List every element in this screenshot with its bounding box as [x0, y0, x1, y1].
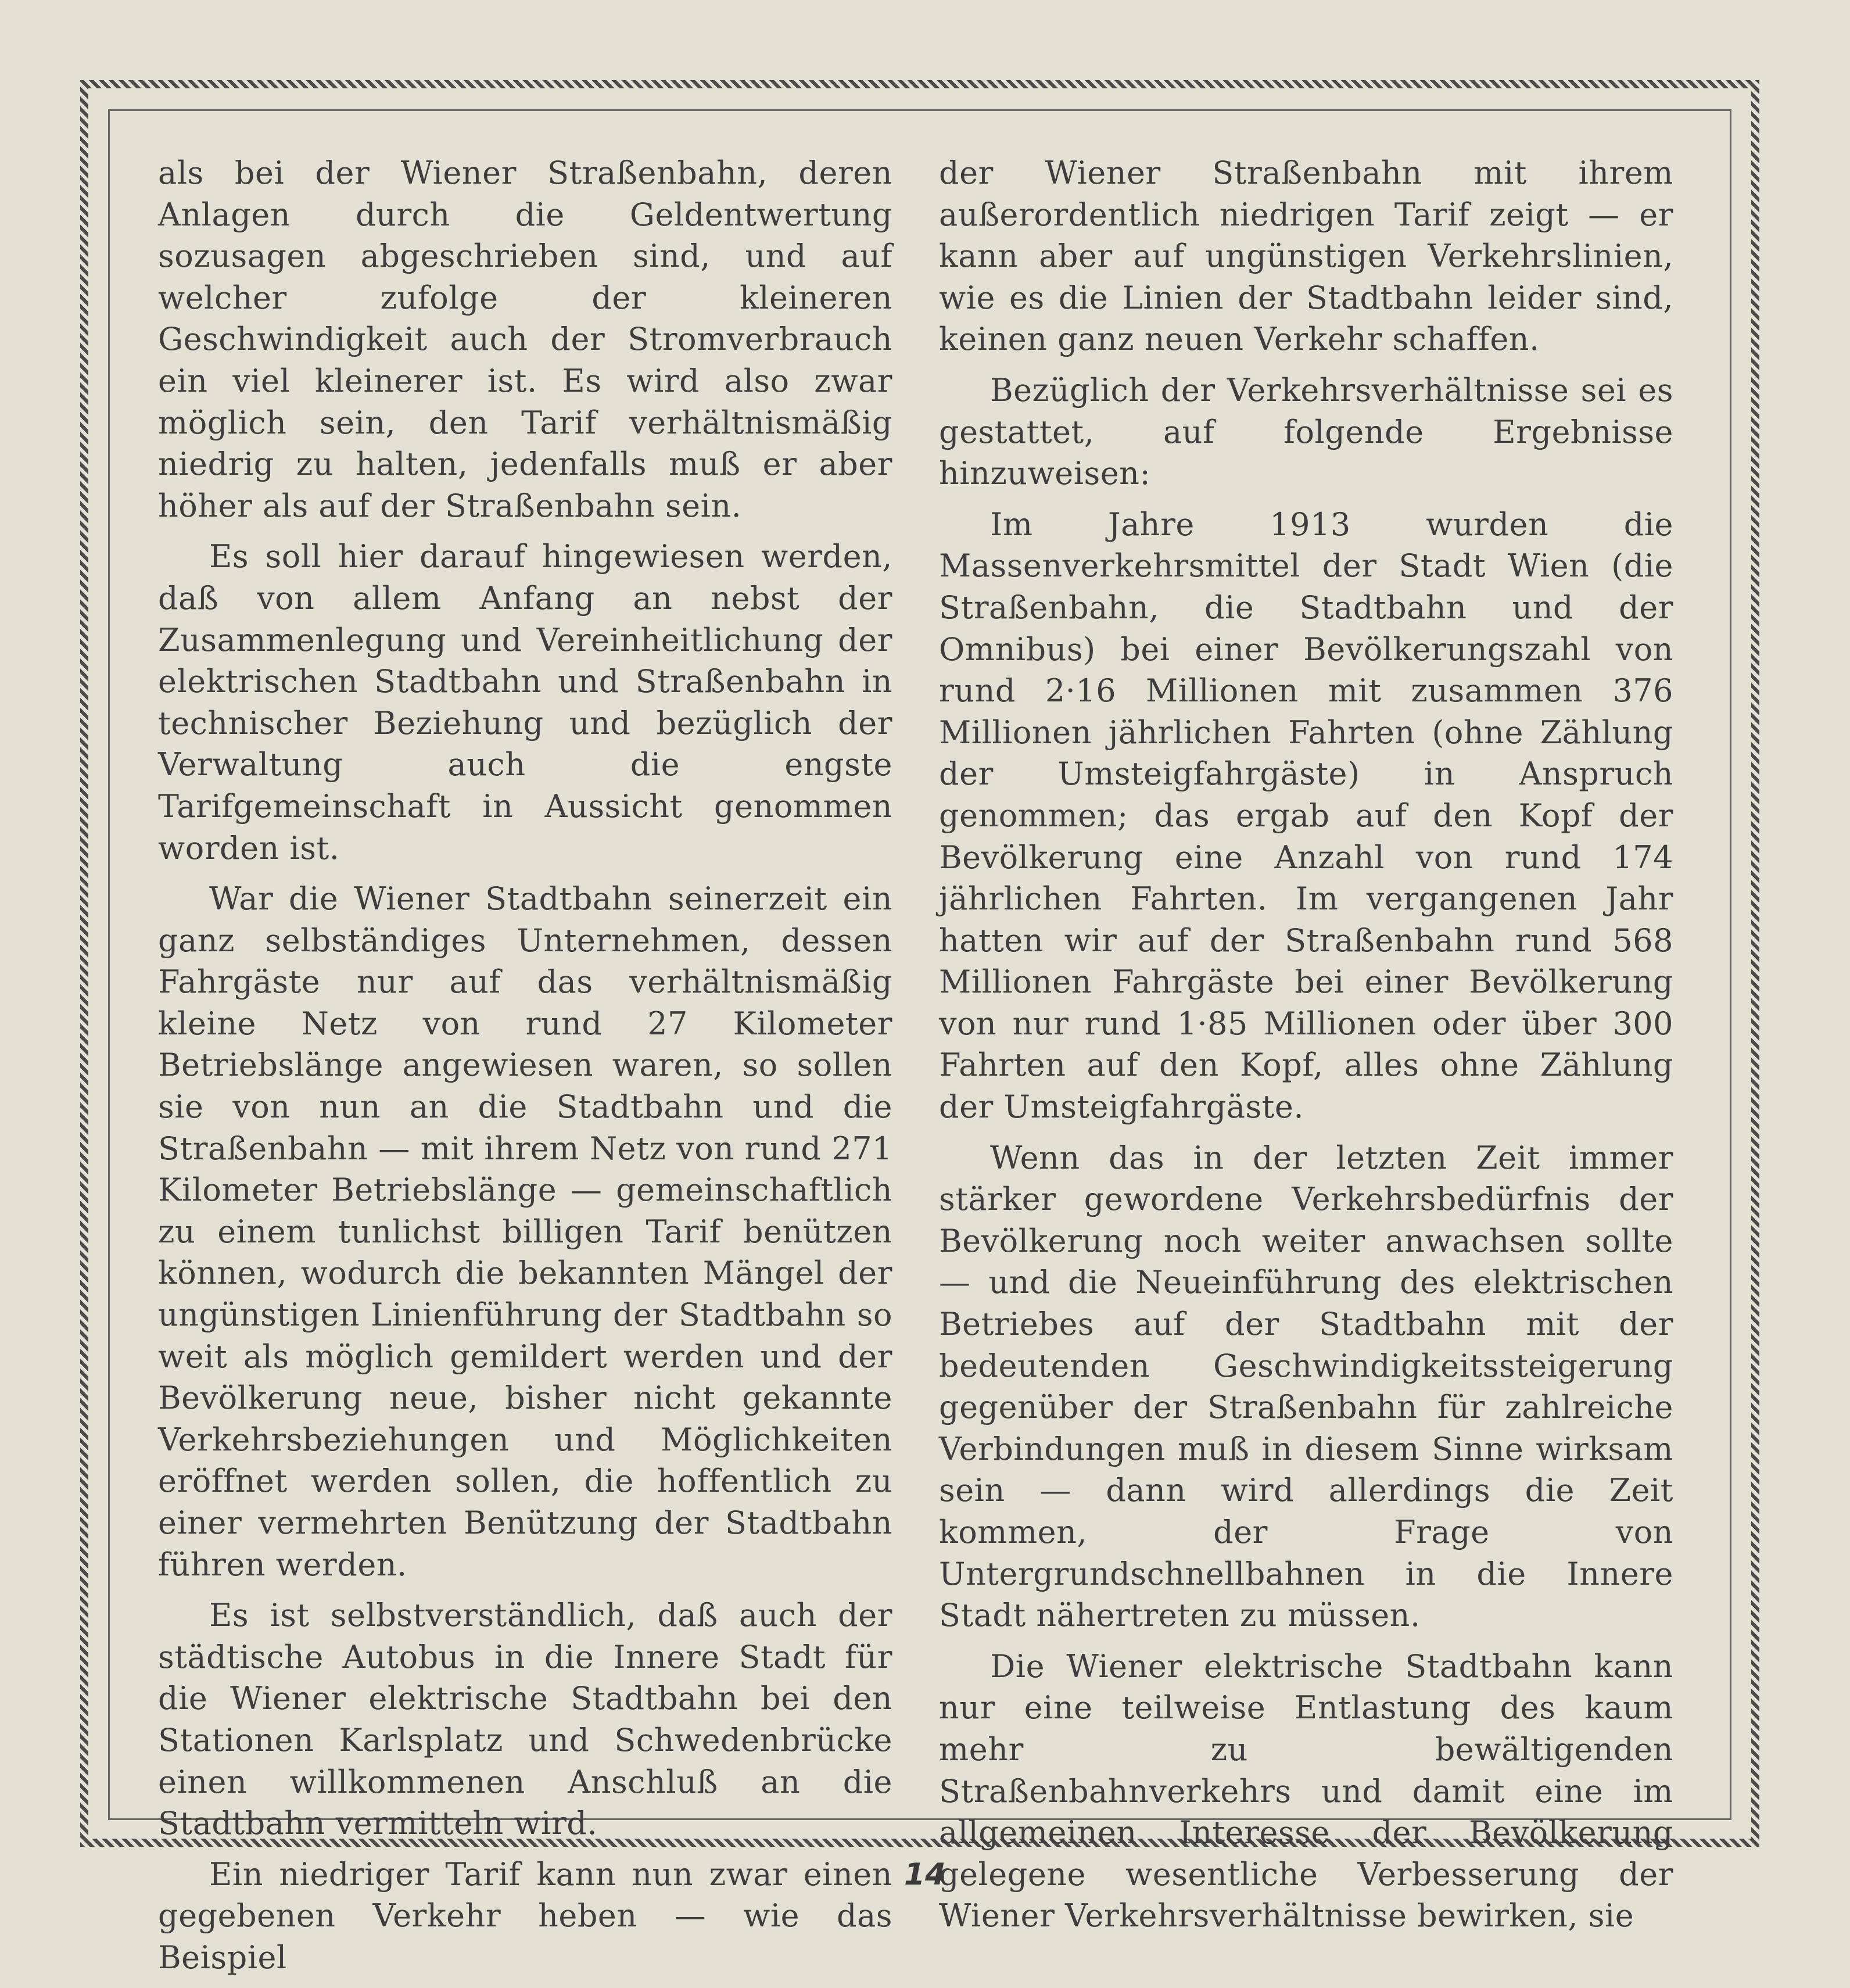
paragraph: Im Jahre 1913 wurden die Massenverkehrsmittel der Stadt Wien (die Straßenbahn, die Stadtbahn und der Omnibus) bei einer Bevölkerungszahl von rund 2·16 Millionen mit zusammen 376 Millionen jährlichen Fahrten (ohne Zählung der Umsteigfahrgäste) in Anspruch genommen; das ergab auf den Kopf der Bevölkerung eine Anzahl von rund 174 jährlichen Fahrten. Im vergangenen Jahr hatten wir auf der Straßenbahn rund 568 Millionen Fahrgäste bei einer Bevölkerung von nur rund 1·85 Millionen oder über 300 Fahrten auf den Kopf, alles ohne Zählung der Umsteigfahrgäste.: [939, 506, 1673, 1126]
paragraph: der Wiener Straßenbahn mit ihrem außerordentlich niedrigen Tarif zeigt — er kann aber auf ungünstigen Verkehrslinien, wie es die Linien der Stadtbahn leider sind, keinen ganz neuen Verkehr schaffen.: [939, 155, 1673, 358]
paragraph: War die Wiener Stadtbahn seinerzeit ein ganz selbständiges Unternehmen, dessen Fahrgäste nur auf das verhältnismäßig kleine Netz von rund 27 Kilometer Betriebslänge angewiesen waren, so sollen sie von nun an die Stadtbahn und die Straßenbahn — mit ihrem Netz von rund 271 Kilometer Betriebslänge — gemeinschaftlich zu einem tunlichst billigen Tarif benützen können, wodurch die bekannten Mängel der ungünstigen Linienführung der Stadtbahn so weit als möglich gemildert werden und der Bevölkerung neue, bisher nicht gekannte Verkehrsbeziehungen und Möglichkeiten eröffnet werden sollen, die hoffentlich zu einer vermehrten Benützung der Stadtbahn führen werden.: [158, 880, 892, 1583]
paragraph: Wenn das in der letzten Zeit immer stärker gewordene Verkehrsbedürfnis der Bevölkerung noch weiter anwachsen sollte — und die Neueinführung des elektrischen Betriebes auf der Stadtbahn mit der bedeutenden Geschwindigkeitssteigerung gegenüber der Straßenbahn für zahlreiche Verbindungen muß in diesem Sinne wirksam sein — dann wird allerdings die Zeit kommen, der Frage von Untergrundschnellbahnen in die Innere Stadt nähertreten zu müssen.: [939, 1139, 1673, 1634]
paragraph: Ein niedriger Tarif kann nun zwar einen gegebenen Verkehr heben — wie das Beispiel: [158, 1856, 892, 1976]
paragraph: Bezüglich der Verkehrsverhältnisse sei es gestattet, auf folgende Ergebnisse hinzuweisen:: [939, 371, 1673, 492]
paragraph: Es ist selbstverständlich, daß auch der städtische Autobus in die Innere Stadt für die Wiener elektrische Stadtbahn bei den Stationen Karlsplatz und Schwedenbrücke einen willkommenen Anschluß an die Stadtbahn vermitteln wird.: [158, 1597, 892, 1842]
page-number: 14: [904, 1857, 946, 1892]
left-column: [158, 152, 892, 1988]
right-column: [939, 152, 1673, 1946]
paragraph: als bei der Wiener Straßenbahn, deren Anlagen durch die Geldentwertung sozusagen abgeschrieben sind, und auf welcher zufolge der kleineren Geschwindigkeit auch der Stromverbrauch ein viel kleinerer ist. Es wird also zwar möglich sein, den Tarif verhältnismäßig niedrig zu halten, jedenfalls muß er aber höher als auf der Straßenbahn sein.: [158, 155, 892, 524]
paragraph: Es soll hier darauf hingewiesen werden, daß von allem Anfang an nebst der Zusammenlegung und Vereinheitlichung der elektrischen Stadtbahn und Straßenbahn in technischer Beziehung und bezüglich der Verwaltung auch die engste Tarifgemeinschaft in Aussicht genommen worden ist.: [158, 538, 892, 866]
paragraph: Die Wiener elektrische Stadtbahn kann nur eine teilweise Entlastung des kaum mehr zu bewältigenden Straßenbahnverkehrs und damit eine im allgemeinen Interesse der Bevölkerung gelegene wesentliche Verbesserung der Wiener Verkehrsverhältnisse bewirken, sie: [939, 1647, 1673, 1935]
